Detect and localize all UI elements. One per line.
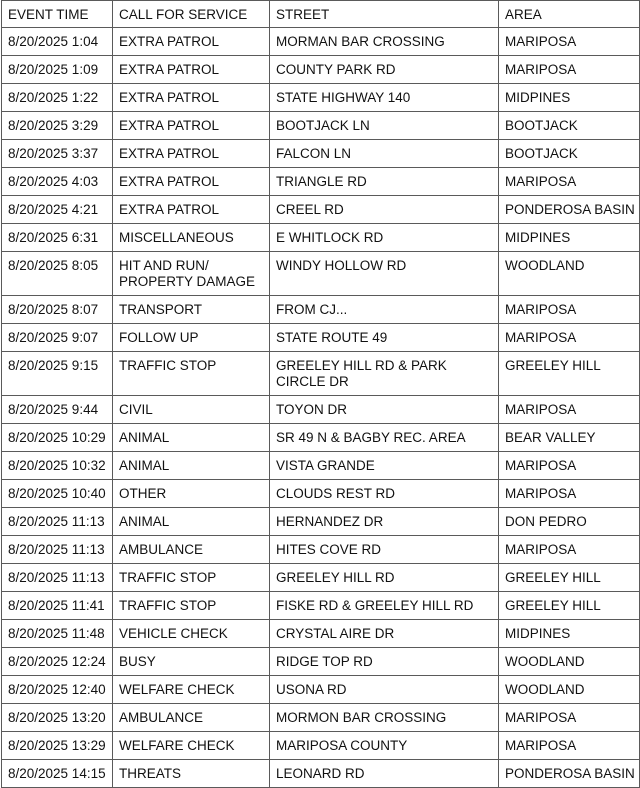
call-log-table — [1, 0, 640, 788]
call-type-cell: EXTRA PATROL — [113, 196, 270, 224]
header-area: AREA — [499, 1, 640, 28]
street-cell: HITES COVE RD — [270, 536, 499, 564]
event-time-cell: 8/20/2025 11:48 — [2, 620, 113, 648]
event-time-cell: 8/20/2025 3:37 — [2, 140, 113, 168]
area-cell: MARIPOSA — [499, 296, 640, 324]
call-type-cell: ANIMAL — [113, 508, 270, 536]
area-cell: BOOTJACK — [499, 140, 640, 168]
call-type-cell: AMBULANCE — [113, 704, 270, 732]
call-type-cell: TRAFFIC STOP — [113, 352, 270, 396]
header-event-time: EVENT TIME — [2, 1, 113, 28]
area-cell: WOODLAND — [499, 676, 640, 704]
street-cell: STATE HIGHWAY 140 — [270, 84, 499, 112]
event-time-cell: 8/20/2025 4:21 — [2, 196, 113, 224]
street-cell: BOOTJACK LN — [270, 112, 499, 140]
header-call-for-service: CALL FOR SERVICE — [113, 1, 270, 28]
event-time-cell: 8/20/2025 11:41 — [2, 592, 113, 620]
call-type-cell: BUSY — [113, 648, 270, 676]
area-cell: MARIPOSA — [499, 56, 640, 84]
table-row — [2, 508, 640, 536]
table-row — [2, 564, 640, 592]
event-time-cell: 8/20/2025 9:07 — [2, 324, 113, 352]
street-cell: SR 49 N & BAGBY REC. AREA — [270, 424, 499, 452]
event-time-cell: 8/20/2025 11:13 — [2, 564, 113, 592]
area-cell: MARIPOSA — [499, 28, 640, 56]
area-cell: MIDPINES — [499, 224, 640, 252]
event-time-cell: 8/20/2025 13:29 — [2, 732, 113, 760]
street-cell: CRYSTAL AIRE DR — [270, 620, 499, 648]
area-cell: MARIPOSA — [499, 168, 640, 196]
call-type-cell: HIT AND RUN/ PROPERTY DAMAGE — [113, 252, 270, 296]
table-row — [2, 452, 640, 480]
call-type-cell: TRAFFIC STOP — [113, 564, 270, 592]
table-row — [2, 648, 640, 676]
event-time-cell: 8/20/2025 1:04 — [2, 28, 113, 56]
area-cell: MARIPOSA — [499, 452, 640, 480]
table-row — [2, 28, 640, 56]
street-cell: MARIPOSA COUNTY — [270, 732, 499, 760]
area-cell: WOODLAND — [499, 252, 640, 296]
street-cell: FROM CJ... — [270, 296, 499, 324]
table-row — [2, 84, 640, 112]
street-cell: CLOUDS REST RD — [270, 480, 499, 508]
area-cell: BOOTJACK — [499, 112, 640, 140]
event-time-cell: 8/20/2025 11:13 — [2, 508, 113, 536]
table-row — [2, 536, 640, 564]
table-row — [2, 324, 640, 352]
call-type-cell: EXTRA PATROL — [113, 140, 270, 168]
table-row — [2, 480, 640, 508]
street-cell: STATE ROUTE 49 — [270, 324, 499, 352]
event-time-cell: 8/20/2025 1:22 — [2, 84, 113, 112]
event-time-cell: 8/20/2025 8:07 — [2, 296, 113, 324]
call-type-cell: ANIMAL — [113, 452, 270, 480]
event-time-cell: 8/20/2025 14:15 — [2, 760, 113, 788]
street-cell: GREELEY HILL RD — [270, 564, 499, 592]
event-time-cell: 8/20/2025 1:09 — [2, 56, 113, 84]
street-cell: E WHITLOCK RD — [270, 224, 499, 252]
area-cell: MIDPINES — [499, 620, 640, 648]
call-type-cell: WELFARE CHECK — [113, 676, 270, 704]
event-time-cell: 8/20/2025 10:29 — [2, 424, 113, 452]
event-time-cell: 8/20/2025 8:05 — [2, 252, 113, 296]
street-cell: TRIANGLE RD — [270, 168, 499, 196]
street-cell: WINDY HOLLOW RD — [270, 252, 499, 296]
area-cell: MARIPOSA — [499, 480, 640, 508]
call-type-cell: EXTRA PATROL — [113, 28, 270, 56]
table-row — [2, 424, 640, 452]
event-time-cell: 8/20/2025 9:44 — [2, 396, 113, 424]
street-cell: FALCON LN — [270, 140, 499, 168]
table-row — [2, 396, 640, 424]
street-cell: MORMON BAR CROSSING — [270, 704, 499, 732]
table-row — [2, 704, 640, 732]
call-type-cell: OTHER — [113, 480, 270, 508]
table-row — [2, 168, 640, 196]
event-time-cell: 8/20/2025 6:31 — [2, 224, 113, 252]
table-row — [2, 140, 640, 168]
table-row — [2, 196, 640, 224]
event-time-cell: 8/20/2025 11:13 — [2, 536, 113, 564]
table-row — [2, 592, 640, 620]
table-row — [2, 732, 640, 760]
table-row — [2, 112, 640, 140]
call-type-cell: THREATS — [113, 760, 270, 788]
street-cell: FISKE RD & GREELEY HILL RD — [270, 592, 499, 620]
event-time-cell: 8/20/2025 12:40 — [2, 676, 113, 704]
call-type-cell: ANIMAL — [113, 424, 270, 452]
area-cell: MARIPOSA — [499, 732, 640, 760]
area-cell: PONDEROSA BASIN — [499, 196, 640, 224]
call-type-cell: FOLLOW UP — [113, 324, 270, 352]
street-cell: MORMAN BAR CROSSING — [270, 28, 499, 56]
table-row — [2, 56, 640, 84]
event-time-cell: 8/20/2025 3:29 — [2, 112, 113, 140]
event-time-cell: 8/20/2025 9:15 — [2, 352, 113, 396]
event-time-cell: 8/20/2025 10:40 — [2, 480, 113, 508]
area-cell: BEAR VALLEY — [499, 424, 640, 452]
table-body — [2, 28, 640, 788]
area-cell: MARIPOSA — [499, 324, 640, 352]
call-type-cell: VEHICLE CHECK — [113, 620, 270, 648]
call-type-cell: CIVIL — [113, 396, 270, 424]
street-cell: HERNANDEZ DR — [270, 508, 499, 536]
table-row — [2, 620, 640, 648]
event-time-cell: 8/20/2025 4:03 — [2, 168, 113, 196]
table-row — [2, 252, 640, 296]
street-cell: CREEL RD — [270, 196, 499, 224]
table-row — [2, 760, 640, 788]
call-type-cell: TRAFFIC STOP — [113, 592, 270, 620]
call-type-cell: EXTRA PATROL — [113, 112, 270, 140]
area-cell: GREELEY HILL — [499, 592, 640, 620]
call-type-cell: TRANSPORT — [113, 296, 270, 324]
table-row — [2, 296, 640, 324]
table-row — [2, 676, 640, 704]
area-cell: PONDEROSA BASIN — [499, 760, 640, 788]
event-time-cell: 8/20/2025 13:20 — [2, 704, 113, 732]
street-cell: GREELEY HILL RD & PARK CIRCLE DR — [270, 352, 499, 396]
area-cell: GREELEY HILL — [499, 564, 640, 592]
area-cell: MARIPOSA — [499, 536, 640, 564]
table-row — [2, 352, 640, 396]
call-type-cell: EXTRA PATROL — [113, 56, 270, 84]
area-cell: WOODLAND — [499, 648, 640, 676]
event-time-cell: 8/20/2025 12:24 — [2, 648, 113, 676]
call-type-cell: EXTRA PATROL — [113, 84, 270, 112]
event-time-cell: 8/20/2025 10:32 — [2, 452, 113, 480]
header-street: STREET — [270, 1, 499, 28]
table-row — [2, 224, 640, 252]
area-cell: DON PEDRO — [499, 508, 640, 536]
street-cell: LEONARD RD — [270, 760, 499, 788]
street-cell: VISTA GRANDE — [270, 452, 499, 480]
street-cell: COUNTY PARK RD — [270, 56, 499, 84]
street-cell: TOYON DR — [270, 396, 499, 424]
street-cell: USONA RD — [270, 676, 499, 704]
call-type-cell: AMBULANCE — [113, 536, 270, 564]
area-cell: GREELEY HILL — [499, 352, 640, 396]
call-type-cell: MISCELLANEOUS — [113, 224, 270, 252]
area-cell: MARIPOSA — [499, 704, 640, 732]
area-cell: MIDPINES — [499, 84, 640, 112]
table-header — [2, 1, 640, 28]
area-cell: MARIPOSA — [499, 396, 640, 424]
header-row — [2, 1, 640, 28]
call-type-cell: EXTRA PATROL — [113, 168, 270, 196]
call-type-cell: WELFARE CHECK — [113, 732, 270, 760]
street-cell: RIDGE TOP RD — [270, 648, 499, 676]
